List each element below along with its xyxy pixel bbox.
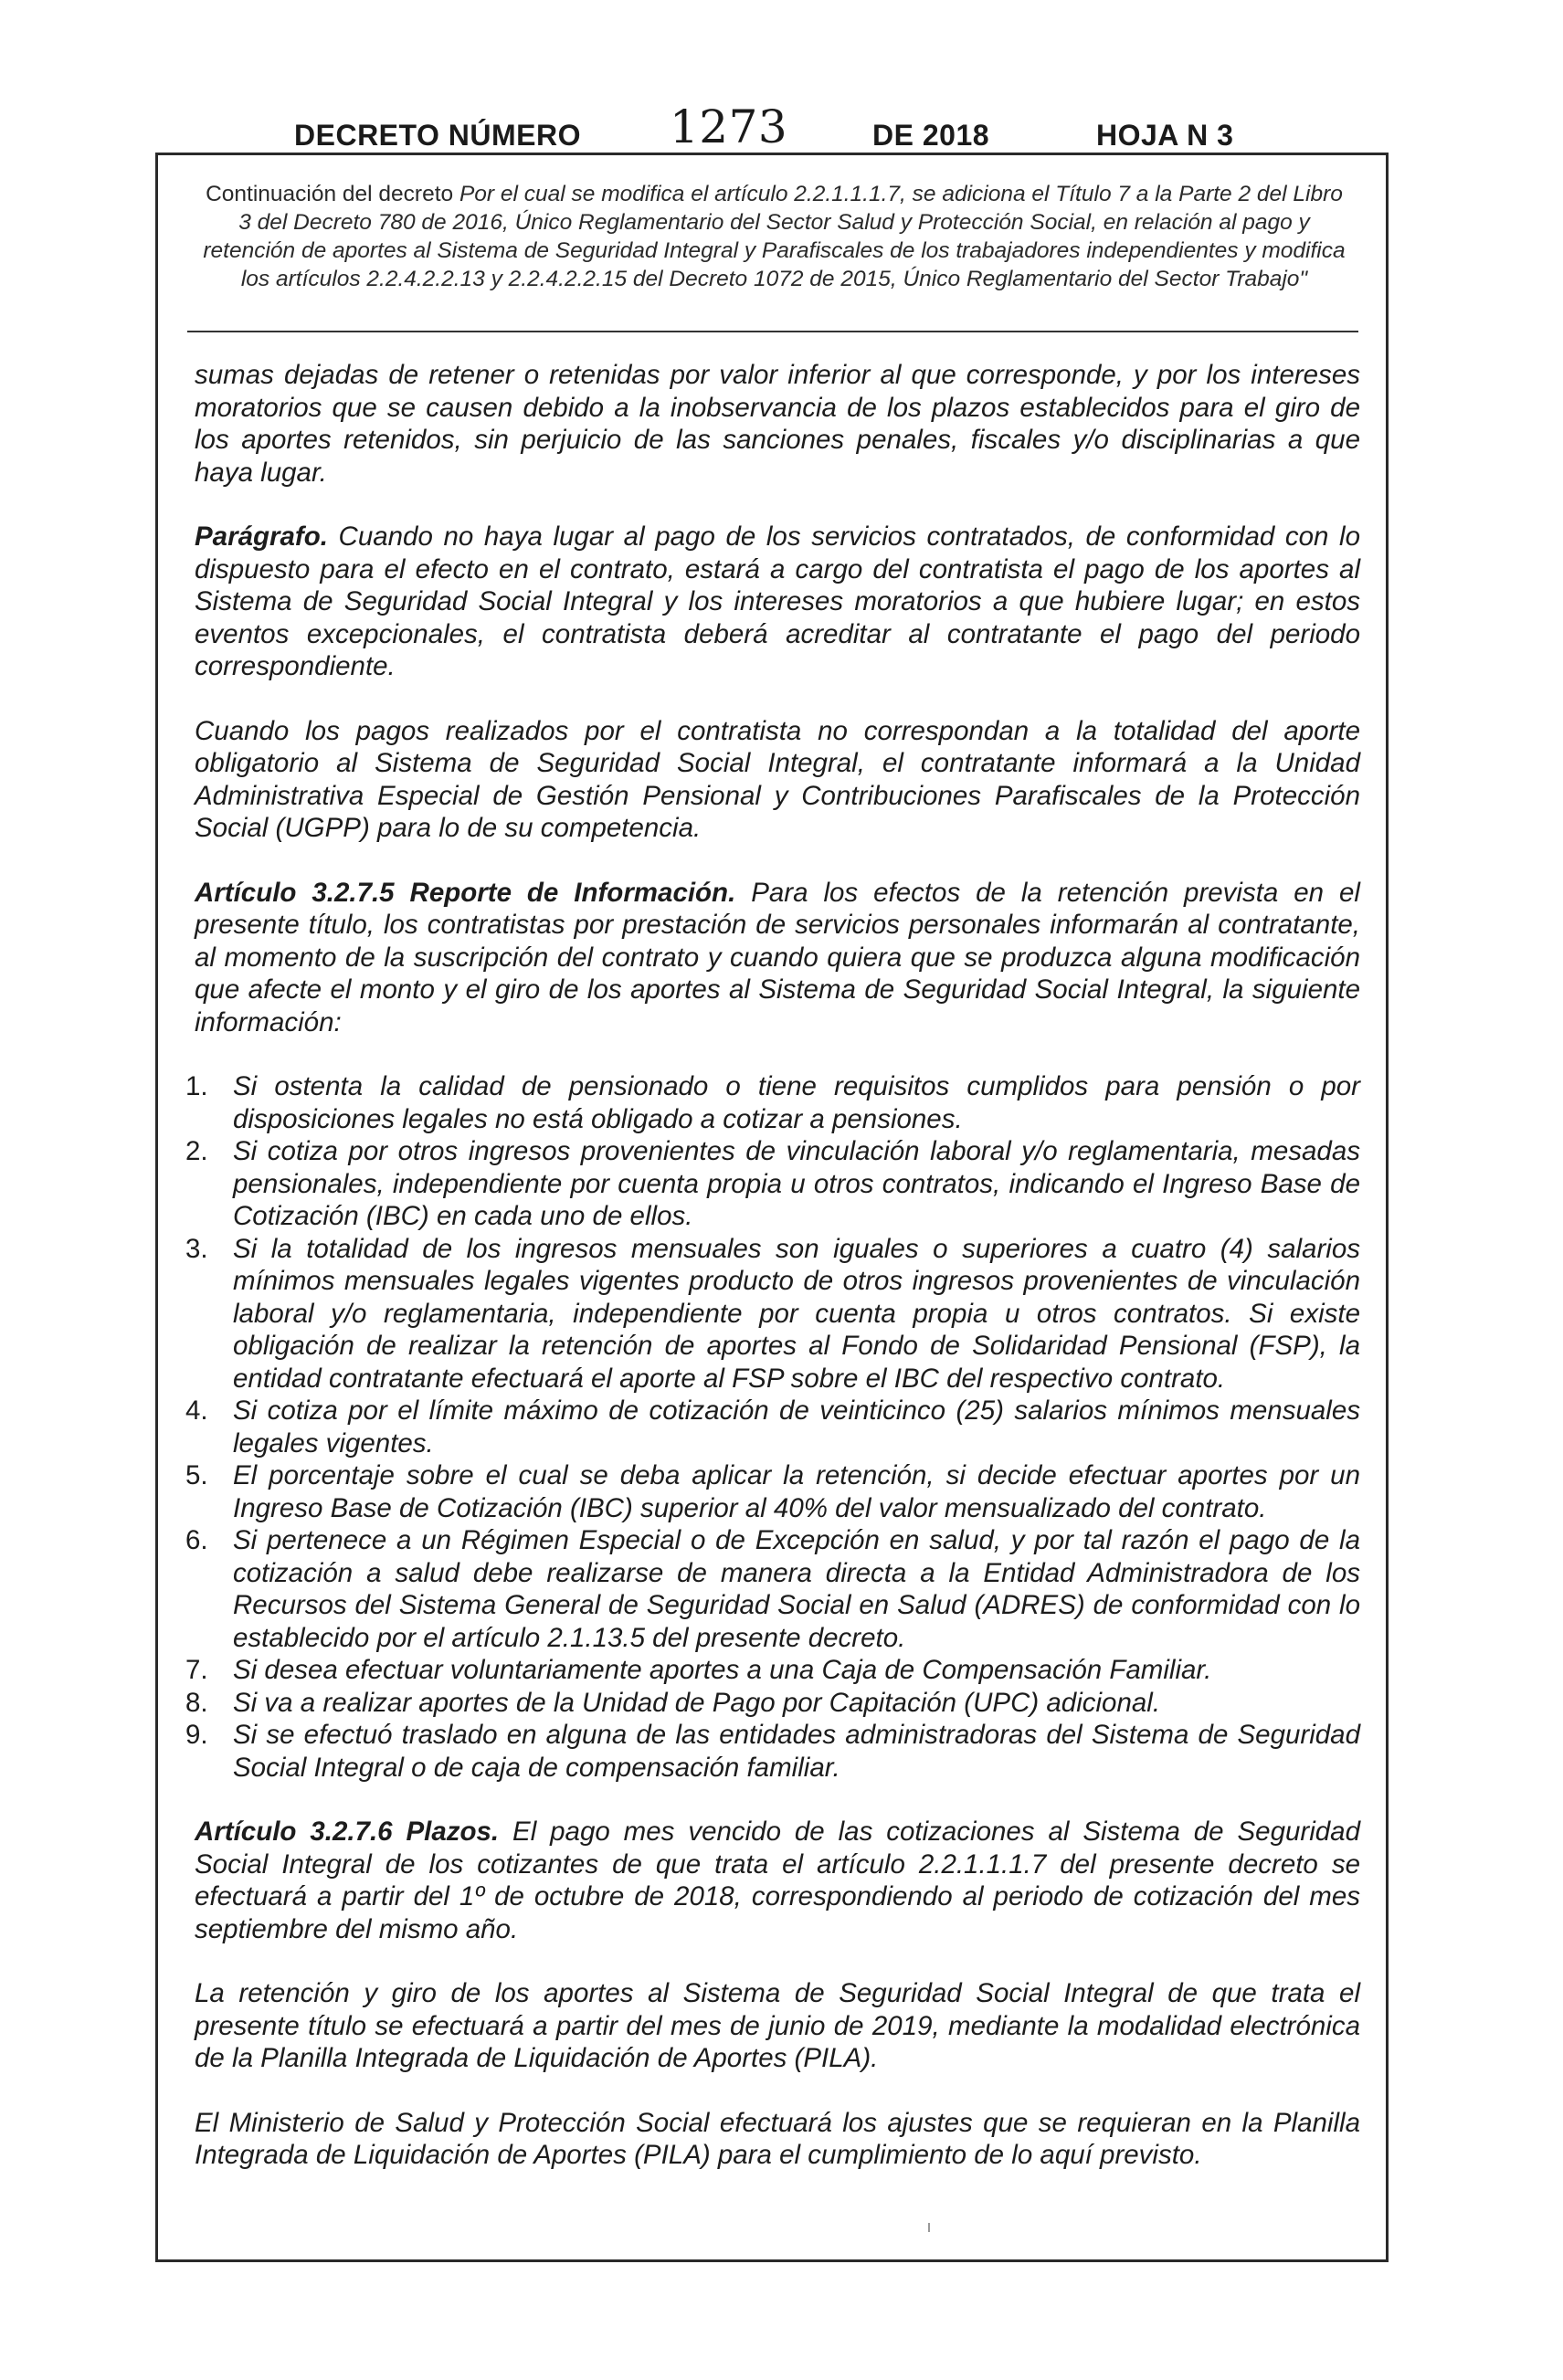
article-3-2-7-6-text: El pago mes vencido de las cotizaciones al Sistema de Seguridad Social Integral de los cotizantes de que trata el artículo 2.2.1.1.1.7 del presente decreto se efectuará a partir del 1º de octubre de 2018, correspondiendo al periodo de cotización del mes septiembre del mismo año. bbox=[195, 1817, 1360, 1944]
list-item-number: 8. bbox=[185, 1687, 208, 1718]
paragraph-pila-retention: La retención y giro de los aportes al Sistema de Seguridad Social Integral de que trata el presente título se efectuará a partir del mes de junio de 2019, mediante la modalidad electrónica de la Planilla Integrada de Liquidación de Aportes (PILA). bbox=[195, 1978, 1360, 2073]
paragrafo-label: Parágrafo. bbox=[195, 521, 328, 552]
sheet-number: HOJA N 3 bbox=[1096, 119, 1234, 152]
list-item bbox=[185, 1459, 1360, 1524]
list-item-text: El porcentaje sobre el cual se deba aplicar la retención, si decide efectuar aportes por un Ingreso Base de Cotización (IBC) superior al 40% del valor mensualizado del contrato. bbox=[233, 1460, 1360, 1523]
paragraph-ugpp: Cuando los pagos realizados por el contratista no correspondan a la totalidad del aporte obligatorio al Sistema de Seguridad Social Integral, el contratante informará a la Unidad Administrativa Especial de Gestión Pensional y Contribuciones Parafiscales de la Protección Social (UGPP) para lo de su competencia. bbox=[195, 715, 1360, 843]
continuation-note bbox=[196, 180, 1352, 293]
list-item-text: Si cotiza por el límite máximo de cotización de veinticinco (25) salarios mínimos mensuales legales vigentes. bbox=[233, 1395, 1360, 1459]
list-item-text: Si cotiza por otros ingresos provenientes de vinculación laboral y/o reglamentaria, mesadas pensionales, independiente por cuenta propia u otros contratos, indicando el Ingreso Base de Cotización (IBC) en cada uno de ellos. bbox=[233, 1136, 1360, 1231]
list-item bbox=[185, 1135, 1360, 1233]
continuation-prefix: Continuación del decreto bbox=[206, 182, 459, 206]
scan-mark bbox=[928, 2223, 930, 2232]
decree-label: DECRETO NÚMERO bbox=[294, 119, 581, 152]
article-3-2-7-6 bbox=[195, 1816, 1360, 1945]
decree-year: DE 2018 bbox=[872, 119, 990, 152]
paragraph-retained-sums: sumas dejadas de retener o retenidas por valor inferior al que corresponde, y por los intereses moratorios que se causen debido a la inobservancia de los plazos establecidos para el giro de los aportes retenidos, sin perjuicio de las sanciones penales, fiscales y/o disciplinarias a que haya lugar. bbox=[195, 360, 1360, 488]
list-item-number: 3. bbox=[185, 1233, 208, 1264]
continuation-title: Por el cual se modifica el artículo 2.2.1.1.1.7, se adiciona el Título 7 a la Parte 2 del Libro 3 del Decreto 780 de 2016, Único Reglamentario del Sector Salud y Protección Social, en relación al pago y retención de aportes al Sistema de Seguridad Integral y Parafiscales de los trabajadores independientes y modifica los artículos 2.2.4.2.2.13 y 2.2.4.2.2.15 del Decreto 1072 de 2015, Único Reglamentario del Sector Trabajo" bbox=[203, 182, 1346, 291]
list-item-number: 1. bbox=[185, 1071, 208, 1101]
paragraph-paragrafo bbox=[195, 521, 1360, 683]
decree-number: 1273 bbox=[670, 100, 788, 153]
article-3-2-7-5-title: Artículo 3.2.7.5 Reporte de Información. bbox=[195, 877, 736, 908]
list-item-text: Si ostenta la calidad de pensionado o tiene requisitos cumplidos para pensión o por disposiciones legales no está obligado a cotizar a pensiones. bbox=[233, 1071, 1360, 1134]
information-list bbox=[185, 1070, 1360, 1784]
list-item-text: Si desea efectuar voluntariamente aportes a una Caja de Compensación Familiar. bbox=[233, 1655, 1212, 1685]
list-item-number: 5. bbox=[185, 1460, 208, 1490]
list-item-number: 2. bbox=[185, 1136, 208, 1166]
list-item-number: 9. bbox=[185, 1720, 208, 1750]
list-item-text: Si se efectuó traslado en alguna de las entidades administradoras del Sistema de Seguridad Social Integral o de caja de compensación familiar. bbox=[233, 1720, 1360, 1783]
list-item bbox=[185, 1687, 1360, 1720]
list-item bbox=[185, 1395, 1360, 1459]
list-item bbox=[185, 1524, 1360, 1654]
article-3-2-7-6-title: Artículo 3.2.7.6 Plazos. bbox=[195, 1817, 500, 1847]
article-3-2-7-5-text: Para los efectos de la retención prevista en el presente título, los contratistas por prestación de servicios personales informarán al contratante, al momento de la suscripción del contrato y cuando quiera que se produzca alguna modificación que afecte el monto y el giro de los aportes al Sistema de Seguridad Social Integral, la siguiente información: bbox=[195, 877, 1360, 1037]
list-item-number: 7. bbox=[185, 1655, 208, 1685]
list-item-text: Si va a realizar aportes de la Unidad de Pago por Capitación (UPC) adicional. bbox=[233, 1687, 1161, 1718]
header-separator bbox=[187, 331, 1358, 332]
list-item-text: Si pertenece a un Régimen Especial o de Excepción en salud, y por tal razón el pago de la cotización a salud debe realizarse de manera directa a la Entidad Administradora de los Recursos del Sistema General de Seguridad Social en Salud (ADRES) de conformidad con lo establecido por el artículo 2.1.13.5 del presente decreto. bbox=[233, 1525, 1360, 1653]
list-item-number: 6. bbox=[185, 1525, 208, 1555]
list-item-text: Si la totalidad de los ingresos mensuales son iguales o superiores a cuatro (4) salarios mínimos mensuales legales vigentes producto de otros ingresos provenientes de vinculación laboral y/o reglamentaria, independiente por cuenta propia u otros contratos. Si existe obligación de realizar la retención de aportes al Fondo de Solidaridad Pensional (FSP), la entidad contratante efectuará el aporte al FSP sobre el IBC del respectivo contrato. bbox=[233, 1233, 1360, 1394]
list-item bbox=[185, 1070, 1360, 1135]
list-item bbox=[185, 1719, 1360, 1784]
list-item bbox=[185, 1654, 1360, 1687]
paragraph-ministry-adjustments: El Ministerio de Salud y Protección Social efectuará los ajustes que se requieran en la Planilla Integrada de Liquidación de Aportes (PILA) para el cumplimiento de lo aquí previsto. bbox=[195, 2107, 1360, 2170]
article-3-2-7-5 bbox=[195, 877, 1360, 1039]
list-item-number: 4. bbox=[185, 1395, 208, 1426]
document-body bbox=[185, 359, 1360, 2204]
list-item bbox=[185, 1233, 1360, 1395]
paragrafo-text: Cuando no haya lugar al pago de los servicios contratados, de conformidad con lo dispuesto para el efecto en el contrato, estará a cargo del contratista el pago de los aportes al Sistema de Seguridad Social Integral y los intereses moratorios a que hubiere lugar; en estos eventos excepcionales, el contratista deberá acreditar al contratante el pago del periodo correspondiente. bbox=[195, 521, 1360, 681]
